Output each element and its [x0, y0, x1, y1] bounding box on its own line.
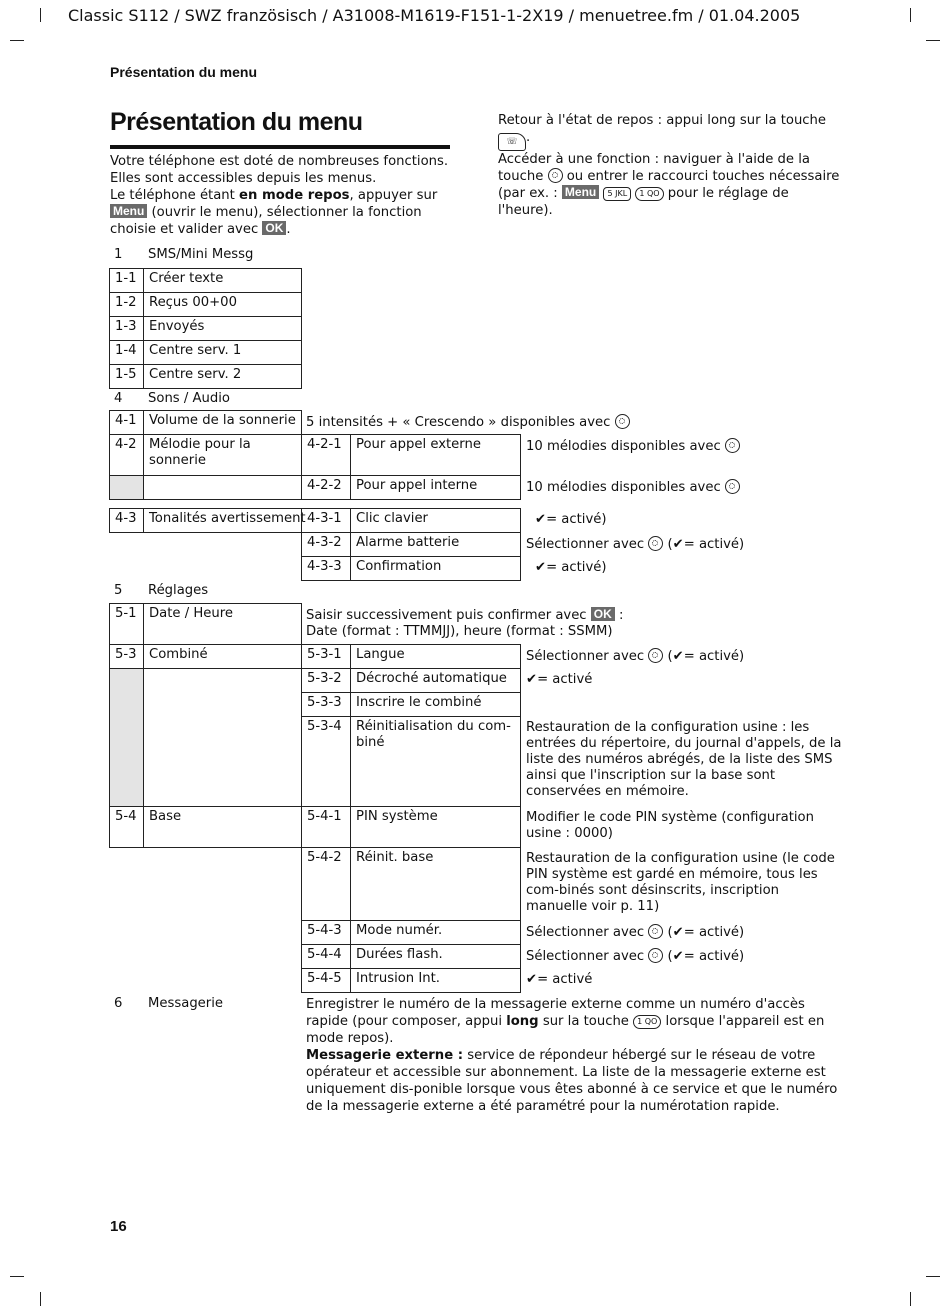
navigation-key-icon [725, 438, 740, 453]
crop-mark [10, 1276, 24, 1277]
menu-code: 4-3-2 [301, 532, 351, 557]
menu-label: Mélodie pour la sonnerie [143, 434, 302, 476]
menu-description: Sélectionner avec (✔= activé) [526, 649, 745, 664]
menu-label: Date / Heure [143, 603, 302, 645]
menu-description: 5 intensités + « Crescendo » disponibles avec [306, 414, 630, 431]
key-1-icon: 1 QO [635, 187, 663, 201]
key-1-icon: 1 QO [633, 1015, 661, 1029]
crop-mark [40, 1292, 41, 1306]
crop-mark [10, 40, 24, 41]
menu-code: 4-1 [109, 410, 144, 435]
menu-label: Centre serv. 2 [143, 364, 302, 389]
section-title: Messagerie [148, 996, 223, 1011]
ok-key-icon: OK [591, 607, 615, 621]
menu-code: 4-2-2 [301, 475, 351, 500]
menu-label: Alarme batterie [350, 532, 521, 557]
menu-description: Sélectionner avec (✔= activé) [526, 949, 745, 964]
function-access-text: Accéder à une fonction : naviguer à l'aide de la touche ou entrer le raccourci touches nécessaire (par ex. : Menu 5 JKL 1 QO pour le réglage de l'heure). [498, 152, 840, 218]
section-number: 6 [114, 996, 123, 1011]
menu-label: Intrusion Int. [350, 968, 521, 993]
menu-label: Base [143, 806, 302, 848]
messagerie-description: Enregistrer le numéro de la messagerie externe comme un numéro d'accès rapide (pour composer, appui long sur la touche 1 QO lorsque l'appareil est en mode repos). Messagerie externe : service de répondeur hébergé sur le réseau de votre opérateur et accessible sur abonnement. La liste de la messagerie externe est uniquement dis-ponible lorsque vous êtes abonné à ce service et que le numéro de la messagerie externe a été paramétré pour la numérotation rapide. [306, 997, 838, 1114]
menu-label: Durées flash. [350, 944, 521, 969]
menu-code: 5-4-4 [301, 944, 351, 969]
menu-label: Envoyés [143, 316, 302, 341]
menu-code: 4-2-1 [301, 434, 351, 476]
menu-code: 5-3-2 [301, 668, 351, 693]
menu-description: 10 mélodies disponibles avec [526, 438, 740, 455]
menu-code: 5-4-1 [301, 806, 351, 848]
menu-label: Réinit. base [350, 847, 521, 921]
menu-code: 4-3-3 [301, 556, 351, 581]
check-icon: ✔ [672, 925, 684, 940]
menu-description: Modifier le code PIN système (configuration usine : 0000) [526, 810, 814, 841]
menu-label: Pour appel interne [350, 475, 521, 500]
menu-description: 10 mélodies disponibles avec [526, 479, 740, 496]
navigation-help [498, 112, 843, 219]
section-number: 5 [114, 583, 123, 598]
navigation-key-icon [548, 168, 563, 183]
menu-code: 1-5 [109, 364, 144, 389]
empty-cell [143, 475, 302, 500]
menu-description: Saisir successivement puis confirmer avec OK : Date (format : TTMMJJ), heure (format : SSMM) [306, 607, 624, 639]
menu-label: Confirmation [350, 556, 521, 581]
menu-label: Clic clavier [350, 508, 521, 533]
menu-code: 5-4 [109, 806, 144, 848]
menu-code: 5-4-3 [301, 920, 351, 945]
idle-return-text: Retour à l'état de repos : appui long sur la touche ☏ . [498, 112, 843, 151]
menu-description: ✔= activé [526, 972, 593, 987]
crop-mark [926, 1276, 940, 1277]
continuation-cell [109, 668, 144, 807]
section-number: 4 [114, 391, 123, 406]
menu-description: Restauration de la configuration usine (le code PIN système est gardé en mémoire, tous les com-binés sont désinscrits, inscription manuelle voir p. 11) [526, 851, 835, 914]
crop-mark [910, 8, 911, 22]
crop-mark [40, 8, 41, 22]
intro-paragraph-1: Votre téléphone est doté de nombreuses fonctions. Elles sont accessibles depuis les menus. [110, 154, 449, 186]
check-icon: ✔ [672, 649, 684, 664]
menu-label: Combiné [143, 644, 302, 669]
ok-key-icon: OK [262, 221, 286, 235]
menu-label: Inscrire le combiné [350, 692, 521, 717]
page-number: 16 [110, 1218, 127, 1235]
menu-label: Réinitialisation du com-biné [350, 716, 521, 807]
section-title: Sons / Audio [148, 391, 230, 406]
menu-code: 4-2 [109, 434, 144, 476]
menu-label: Reçus 00+00 [143, 292, 302, 317]
menu-description: Restauration de la configuration usine : les entrées du répertoire, du journal d'appels, de la liste des numéros abrégés, de la liste des SMS ainsi que l'inscription sur la base sont conservées en mémoire. [526, 720, 842, 799]
intro-paragraph-2: Le téléphone étant en mode repos, appuyer sur Menu (ouvrir le menu), sélectionner la fonction choisie et valider avec OK . [110, 188, 438, 237]
crop-mark [910, 1292, 911, 1306]
running-title: Présentation du menu [110, 64, 258, 80]
menu-label: Langue [350, 644, 521, 669]
check-icon: ✔ [535, 560, 547, 575]
menu-description: ✔= activé [526, 672, 593, 687]
menu-label: Volume de la sonnerie [143, 410, 302, 435]
check-icon: ✔ [672, 537, 684, 552]
menu-code: 5-1 [109, 603, 144, 645]
intro-text [110, 153, 455, 238]
menu-key-icon: Menu [110, 204, 147, 218]
menu-code: 5-3-1 [301, 644, 351, 669]
menu-code: 5-3 [109, 644, 144, 669]
menu-code: 5-4-5 [301, 968, 351, 993]
file-header: Classic S112 / SWZ französisch / A31008-M1619-F151-1-2X19 / menuetree.fm / 01.04.2005 [68, 6, 801, 25]
menu-code: 4-3-1 [301, 508, 351, 533]
menu-code: 1-2 [109, 292, 144, 317]
navigation-key-icon [648, 536, 663, 551]
navigation-key-icon [648, 924, 663, 939]
check-icon: ✔ [535, 512, 547, 527]
empty-cell [143, 668, 302, 807]
menu-label: Centre serv. 1 [143, 340, 302, 365]
page-title: Présentation du menu [110, 108, 363, 136]
navigation-key-icon [725, 479, 740, 494]
menu-label: PIN système [350, 806, 521, 848]
title-rule [110, 145, 450, 149]
menu-label: Pour appel externe [350, 434, 521, 476]
section-title: SMS/Mini Messg [148, 247, 254, 262]
menu-description: ✔= activé) [535, 512, 607, 527]
menu-description: ✔= activé) [535, 560, 607, 575]
menu-label: Créer texte [143, 268, 302, 293]
menu-label: Mode numér. [350, 920, 521, 945]
key-5-icon: 5 JKL [603, 187, 631, 201]
menu-code: 1-3 [109, 316, 144, 341]
menu-code: 5-3-4 [301, 716, 351, 807]
end-call-key-icon: ☏ [498, 133, 526, 151]
check-icon: ✔ [526, 672, 538, 687]
navigation-key-icon [648, 948, 663, 963]
menu-label: Tonalités avertissement [143, 508, 302, 533]
continuation-cell [109, 475, 144, 500]
navigation-key-icon [615, 414, 630, 429]
menu-label: Décroché automatique [350, 668, 521, 693]
menu-description: Sélectionner avec (✔= activé) [526, 925, 745, 940]
menu-description: Sélectionner avec (✔= activé) [526, 537, 745, 552]
menu-key-icon: Menu [562, 185, 599, 199]
section-title: Réglages [148, 583, 209, 598]
check-icon: ✔ [526, 972, 538, 987]
menu-code: 1-1 [109, 268, 144, 293]
menu-code: 5-4-2 [301, 847, 351, 921]
crop-mark [926, 40, 940, 41]
check-icon: ✔ [672, 949, 684, 964]
menu-code: 4-3 [109, 508, 144, 533]
menu-code: 5-3-3 [301, 692, 351, 717]
navigation-key-icon [648, 648, 663, 663]
section-number: 1 [114, 247, 123, 262]
menu-code: 1-4 [109, 340, 144, 365]
